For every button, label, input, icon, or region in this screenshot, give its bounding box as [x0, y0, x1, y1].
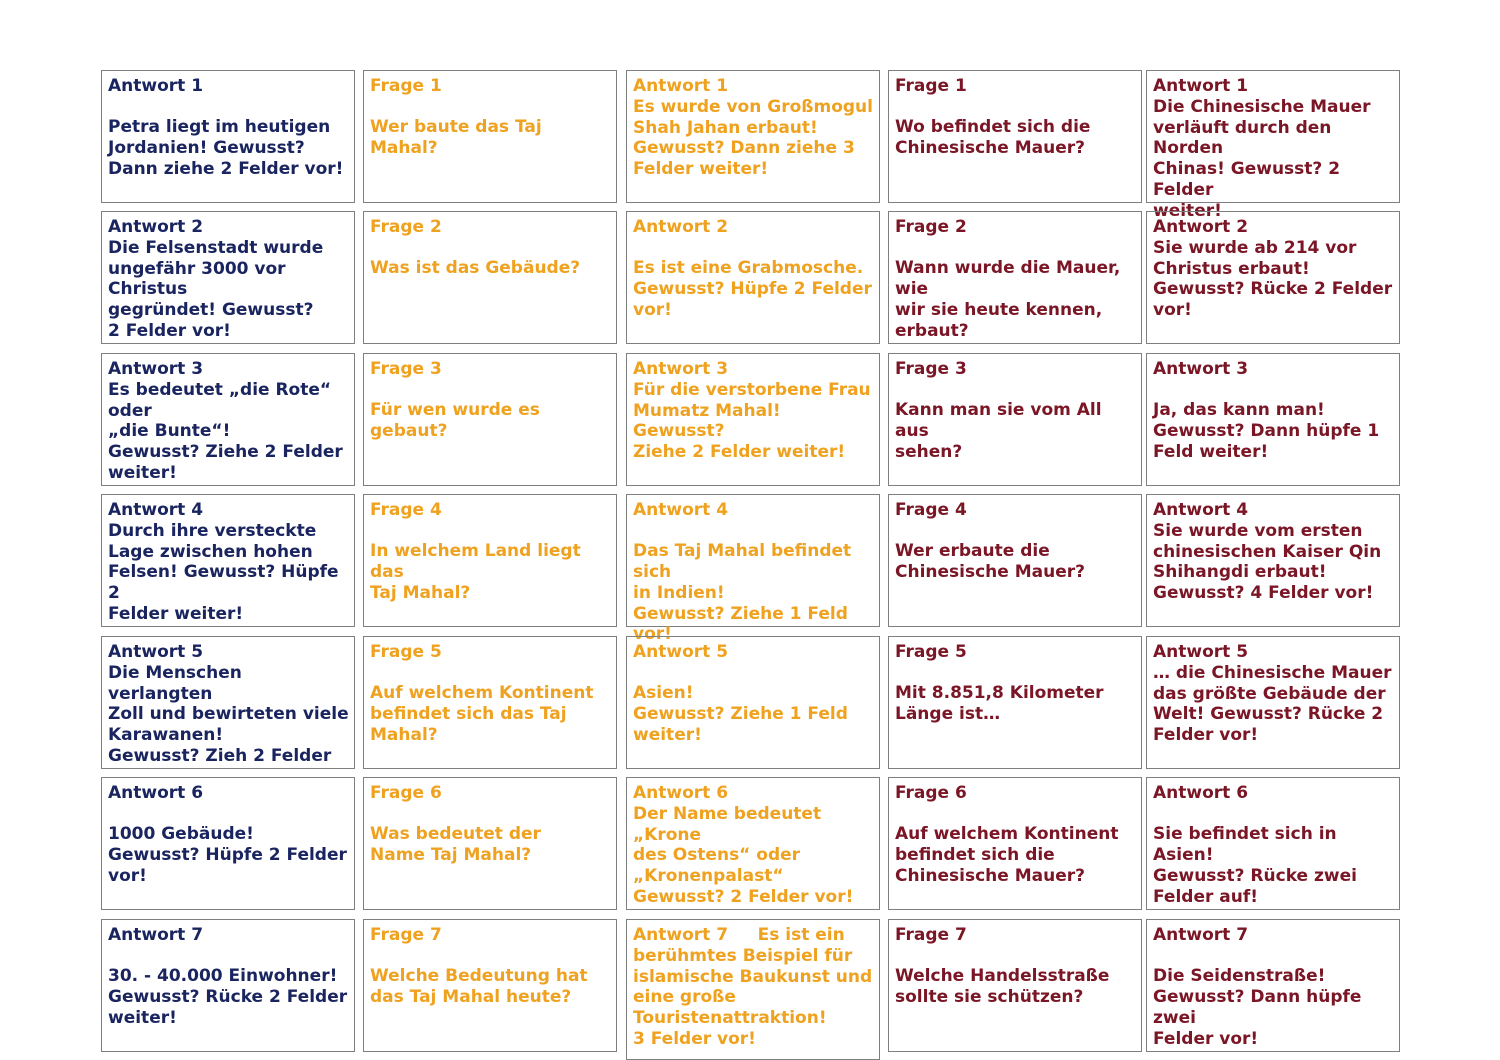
card-title: Antwort 7 Es ist ein: [633, 925, 845, 945]
card-taj-mahal-answers-2: [626, 211, 880, 344]
card-taj-mahal-answers-4: [626, 494, 880, 645]
card-text: Es wurde von Großmogul Shah Jahan erbaut! Gewusst? Dann ziehe 3 Felder weiter!: [633, 96, 873, 180]
card-petra-answers-1: [101, 70, 355, 203]
card-title: Antwort 5: [633, 642, 729, 662]
card-petra-answers-6: [101, 777, 355, 910]
card-great-wall-answers-4: [1146, 494, 1400, 627]
card-text: berühmtes Beispiel für islamische Baukunst und eine große Touristenattraktion! 3 Felder vor!: [633, 945, 873, 1049]
card-title: Frage 4: [370, 500, 442, 520]
card-title: Frage 2: [895, 217, 967, 237]
card-text: Der Name bedeutet „Krone des Ostens“ oder „Kronenpalast“ Gewusst? 2 Felder vor!: [633, 803, 854, 907]
card-text: Es ist eine Grabmosche. Gewusst? Hüpfe 2 Felder vor!: [633, 258, 872, 320]
card-petra-answers-7: [101, 919, 355, 1052]
card-title: Frage 1: [370, 76, 442, 96]
card-title: Antwort 7: [1153, 925, 1249, 945]
card-text: Die Felsenstadt wurde ungefähr 3000 vor Christus gegründet! Gewusst? 2 Felder vor!: [108, 237, 324, 341]
card-great-wall-answers-3: [1146, 353, 1400, 486]
card-text: 30. - 40.000 Einwohner! Gewusst? Rücke 2 Felder weiter!: [108, 966, 348, 1028]
card-title: Antwort 5: [108, 642, 204, 662]
card-title: Frage 3: [895, 359, 967, 379]
card-text: Mit 8.851,8 Kilometer Länge ist…: [895, 683, 1104, 725]
card-title: Antwort 7: [108, 925, 204, 945]
card-text: Die Chinesische Mauer verläuft durch den Norden Chinas! Gewusst? 2 Felder weiter!: [1153, 96, 1371, 221]
card-taj-mahal-answers-6: [626, 777, 880, 910]
card-great-wall-answers-1: [1146, 70, 1400, 221]
card-text: Wo befindet sich die Chinesische Mauer?: [895, 117, 1091, 159]
card-great-wall-questions-3: [888, 353, 1142, 486]
card-great-wall-answers-7: [1146, 919, 1400, 1052]
card-title: Antwort 3: [633, 359, 729, 379]
card-text: Petra liegt im heutigen Jordanien! Gewusst? Dann ziehe 2 Felder vor!: [108, 117, 344, 179]
card-title: Frage 7: [370, 925, 442, 945]
card-title: Frage 7: [895, 925, 967, 945]
card-title: Frage 6: [370, 783, 442, 803]
card-taj-mahal-questions-1: [363, 70, 617, 203]
card-title: Antwort 2: [1153, 217, 1249, 237]
card-title: Antwort 5: [1153, 642, 1249, 662]
card-taj-mahal-questions-6: [363, 777, 617, 910]
card-text: 1000 Gebäude! Gewusst? Hüpfe 2 Felder vor!: [108, 824, 347, 886]
card-text: Es bedeutet „die Rote“ oder „die Bunte“! Gewusst? Ziehe 2 Felder weiter!: [108, 379, 343, 483]
card-great-wall-answers-2: [1146, 211, 1400, 344]
card-text: Wer erbaute die Chinesische Mauer?: [895, 541, 1085, 583]
card-text: Sie wurde vom ersten chinesischen Kaiser Qin Shihangdi erbaut! Gewusst? 4 Felder vor!: [1153, 520, 1382, 604]
card-title: Antwort 2: [633, 217, 729, 237]
card-text: Was ist das Gebäude?: [370, 258, 581, 279]
card-great-wall-questions-4: [888, 494, 1142, 627]
card-text: Sie wurde ab 214 vor Christus erbaut! Gewusst? Rücke 2 Felder vor!: [1153, 237, 1393, 321]
card-text: Für wen wurde es gebaut?: [370, 400, 540, 442]
card-text: Kann man sie vom All aus sehen?: [895, 400, 1102, 462]
card-title: Frage 2: [370, 217, 442, 237]
card-title: Frage 1: [895, 76, 967, 96]
card-text: Wer baute das Taj Mahal?: [370, 117, 542, 159]
card-title: Antwort 1: [1153, 76, 1249, 96]
card-title: Antwort 2: [108, 217, 204, 237]
card-taj-mahal-questions-7: [363, 919, 617, 1052]
card-text: … die Chinesische Mauer das größte Gebäude der Welt! Gewusst? Rücke 2 Felder vor!: [1153, 662, 1392, 746]
card-petra-answers-4: [101, 494, 355, 627]
card-petra-answers-5: [101, 636, 355, 769]
card-title: Frage 5: [895, 642, 967, 662]
card-petra-answers-3: [101, 353, 355, 486]
card-text: Auf welchem Kontinent befindet sich die Chinesische Mauer?: [895, 824, 1119, 886]
card-title: Antwort 3: [1153, 359, 1249, 379]
card-title: Frage 6: [895, 783, 967, 803]
card-text: Wann wurde die Mauer, wie wir sie heute kennen, erbaut?: [895, 258, 1121, 341]
card-title: Antwort 4: [633, 500, 729, 520]
card-taj-mahal-questions-4: [363, 494, 617, 627]
card-title: Antwort 1: [108, 76, 204, 96]
card-title: Antwort 6: [1153, 783, 1249, 803]
card-text: Die Menschen verlangten Zoll und bewirteten viele Karawanen! Gewusst? Zieh 2 Felder: [108, 662, 349, 766]
card-title: Frage 5: [370, 642, 442, 662]
card-title: Frage 4: [895, 500, 967, 520]
card-taj-mahal-answers-3: [626, 353, 880, 486]
card-text: Durch ihre versteckte Lage zwischen hohen Felsen! Gewusst? Hüpfe 2 Felder weiter!: [108, 520, 339, 624]
card-title: Antwort 3: [108, 359, 204, 379]
card-text: Ja, das kann man! Gewusst? Dann hüpfe 1 Feld weiter!: [1153, 400, 1380, 462]
card-taj-mahal-answers-7: [626, 919, 880, 1060]
card-taj-mahal-questions-2: [363, 211, 617, 344]
card-text: Die Seidenstraße! Gewusst? Dann hüpfe zwei Felder vor!: [1153, 966, 1362, 1049]
card-great-wall-questions-6: [888, 777, 1142, 910]
card-title: Antwort 4: [108, 500, 204, 520]
card-text: Welche Bedeutung hat das Taj Mahal heute?: [370, 966, 588, 1008]
card-taj-mahal-answers-1: [626, 70, 880, 203]
card-title: Antwort 4: [1153, 500, 1249, 520]
card-text: Welche Handelsstraße sollte sie schützen?: [895, 966, 1110, 1008]
card-great-wall-answers-5: [1146, 636, 1400, 769]
card-great-wall-answers-6: [1146, 777, 1400, 910]
card-taj-mahal-questions-3: [363, 353, 617, 486]
card-great-wall-questions-1: [888, 70, 1142, 203]
card-title: Antwort 6: [108, 783, 204, 803]
card-taj-mahal-questions-5: [363, 636, 617, 769]
card-great-wall-questions-7: [888, 919, 1142, 1052]
card-text: Was bedeutet der Name Taj Mahal?: [370, 824, 541, 866]
card-title: Frage 3: [370, 359, 442, 379]
card-petra-answers-2: [101, 211, 355, 344]
card-great-wall-questions-2: [888, 211, 1142, 344]
card-text: In welchem Land liegt das Taj Mahal?: [370, 541, 581, 603]
card-title: Antwort 1: [633, 76, 729, 96]
card-great-wall-questions-5: [888, 636, 1142, 769]
card-text: Sie befindet sich in Asien! Gewusst? Rücke zwei Felder auf!: [1153, 824, 1357, 907]
card-text: Auf welchem Kontinent befindet sich das Taj Mahal?: [370, 683, 594, 745]
card-text: Asien! Gewusst? Ziehe 1 Feld weiter!: [633, 683, 848, 745]
card-text: Für die verstorbene Frau Mumatz Mahal! Gewusst? Ziehe 2 Felder weiter!: [633, 379, 871, 463]
card-title: Antwort 6: [633, 783, 729, 803]
card-taj-mahal-answers-5: [626, 636, 880, 769]
card-text: Das Taj Mahal befindet sich in Indien! Gewusst? Ziehe 1 Feld vor!: [633, 541, 852, 645]
